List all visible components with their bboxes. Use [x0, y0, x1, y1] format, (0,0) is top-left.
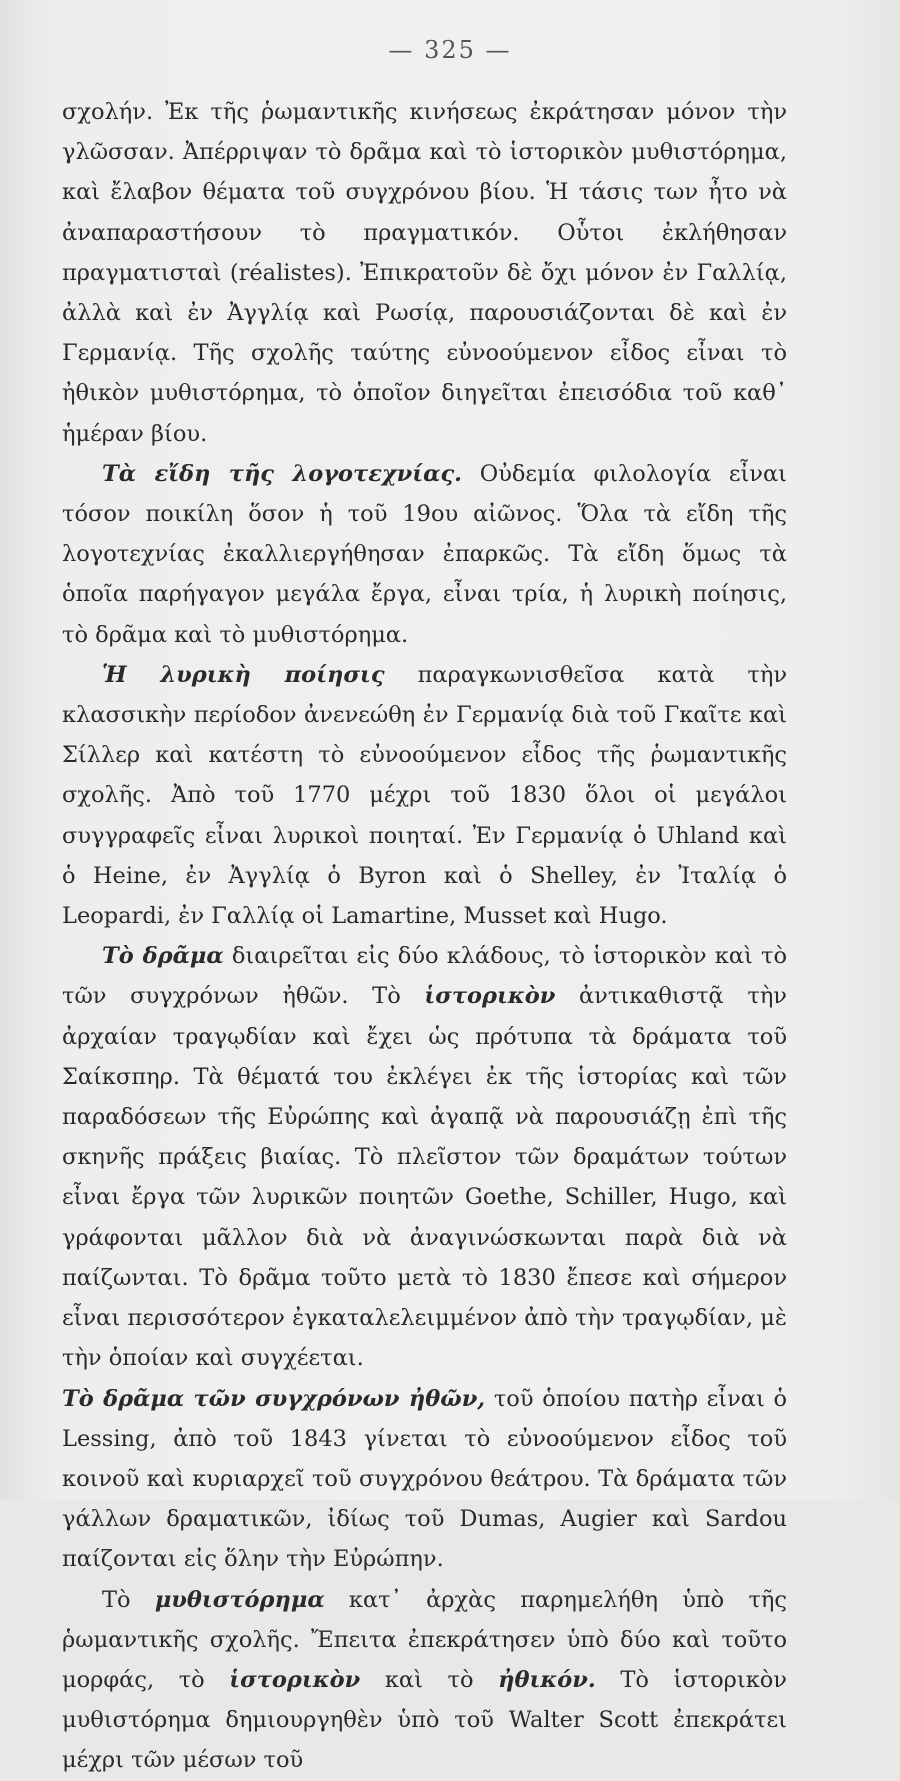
text-run: Τὸ ἱστορικὸν μυθιστόρημα δημιουργηθὲν ὑπὸ τοῦ Walter Scott ἐπεκράτει μέχρι τῶν μέσων τοῦ [62, 1666, 787, 1774]
paragraph-p1 [62, 92, 787, 454]
italic-heading: Ἡ λυρικὴ ποίησις [102, 661, 385, 688]
paragraph-p3 [62, 655, 787, 936]
text-run: τοῦ ὁποίου πατὴρ εἶναι ὁ Lessing, ἀπὸ τοῦ 1843 γίνεται τὸ εὐνοούμενον εἶδος τοῦ κοινοῦ καὶ κυριαρχεῖ τοῦ συγχρόνου θεάτρου. Τὰ δράματα τῶν γάλλων δραματικῶν, ἰδίως τοῦ Dumas, Augier καὶ Sardou παίζονται εἰς ὅλην τὴν Εὐρώπην. [62, 1385, 788, 1573]
paragraph-p6 [62, 1580, 787, 1781]
text-run: Τὸ [102, 1586, 155, 1613]
text-run: παραγκωνισθεῖσα κατὰ τὴν κλασσικὴν περίοδον ἀνενεώθη ἐν Γερμανίᾳ διὰ τοῦ Γκαῖτε καὶ Σίλλερ καὶ κατέστη τὸ εὐνοούμενον εἶδος τῆς ῥωμαντικῆς σχολῆς. Ἀπὸ τοῦ 1770 μέχρι τοῦ 1830 ὅλοι οἱ μεγάλοι συγγραφεῖς εἶναι λυρικοὶ ποιηταί. Ἐν Γερμανίᾳ ὁ Uhland καὶ ὁ Heine, ἐν Ἀγγλίᾳ ὁ Byron καὶ ὁ Shelley, ἐν Ἰταλίᾳ ὁ Leopardi, ἐν Γαλλίᾳ οἱ Lamartine, Musset καὶ Hugo. [62, 661, 787, 930]
italic-heading: Τὰ εἴδη τῆς λογοτεχνίας. [102, 460, 463, 487]
italic-heading: ἱστορικὸν [424, 983, 556, 1010]
italic-heading: Τὸ δρᾶμα τῶν συγχρόνων ἠθῶν, [62, 1385, 486, 1412]
italic-heading: ἠθικόν. [498, 1666, 596, 1693]
text-run: καὶ τὸ [360, 1666, 499, 1693]
paragraph-p2 [62, 454, 787, 655]
italic-heading: Τὸ δρᾶμα [102, 943, 224, 970]
text-run: σχολήν. Ἐκ τῆς ῥωμαντικῆς κινήσεως ἐκράτησαν μόνον τὴν γλῶσσαν. Ἀπέρριψαν τὸ δρᾶμα καὶ τὸ ἱστορικὸν μυθιστόρημα, καὶ ἔλαβον θέματα τοῦ συγχρόνου βίου. Ἡ τάσις των ἦτο νὰ ἀναπαραστήσουν τὸ πραγματικόν. Οὗτοι ἐκλήθησαν πραγματισταὶ (réalistes). Ἐπικρατοῦν δὲ ὄχι μόνον ἐν Γαλλίᾳ, ἀλλὰ καὶ ἐν Ἀγγλίᾳ καὶ Ρωσίᾳ, παρουσιάζονται δὲ καὶ ἐν Γερμανίᾳ. Τῆς σχολῆς ταύτης εὐνοούμενον εἶδος εἶναι τὸ ἠθικὸν μυθιστόρημα, τὸ ὁποῖον διηγεῖται ἐπεισόδια τοῦ καθ᾽ ἡμέραν βίου. [62, 99, 787, 447]
italic-heading: μυθιστόρημα [154, 1586, 325, 1613]
body-text [62, 92, 787, 1781]
text-run: διαιρεῖται εἰς δύο κλάδους, τὸ ἱστορικὸν καὶ τὸ τῶν συγχρόνων ἠθῶν. Τὸ [62, 943, 787, 1010]
text-run: Οὐδεμία φιλολογία εἶναι τόσον ποικίλη ὅσον ἡ τοῦ 19ου αἰῶνος. Ὅλα τὰ εἴδη τῆς λογοτεχνίας ἐκαλλιεργήθησαν ἐπαρκῶς. Τὰ εἴδη ὅμως τὰ ὁποῖα παρήγαγον μεγάλα ἔργα, εἶναι τρία, ἡ λυρικὴ ποίησις, τὸ δρᾶμα καὶ τὸ μυθιστόρημα. [62, 460, 788, 648]
text-run: ἀντικαθιστᾷ τὴν ἀρχαίαν τραγῳδίαν καὶ ἔχει ὡς πρότυπα τὰ δράματα τοῦ Σαίκσπηρ. Τὰ θέματά του ἐκλέγει ἐκ τῆς ἱστορίας καὶ τῶν παραδόσεων τῆς Εὐρώπης καὶ ἀγαπᾷ νὰ παρουσιάζῃ ἐπὶ τῆς σκηνῆς πράξεις βιαίας. Τὸ πλεῖστον τῶν δραμάτων τούτων εἶναι ἔργα τῶν λυρικῶν ποιητῶν Goethe, Schiller, Hugo, καὶ γράφονται μᾶλλον διὰ νὰ ἀναγινώσκωνται παρὰ διὰ νὰ παίζωνται. Τὸ δρᾶμα τοῦτο μετὰ τὸ 1830 ἔπεσε καὶ σήμερον εἶναι περισσότερον ἐγκαταλελειμμένον ἀπὸ τὴν τραγῳδίαν, μὲ τὴν ὁποίαν καὶ συγχέεται. [62, 983, 787, 1372]
text-run: κατ᾽ ἀρχὰς παρημελήθη ὑπὸ τῆς ῥωμαντικῆς σχολῆς. Ἔπειτα ἐπεκράτησεν ὑπὸ δύο καὶ τοῦτο μορφάς, τὸ [62, 1586, 787, 1693]
page-number: — 325 — [388, 36, 512, 64]
paragraph-p5 [62, 1379, 787, 1580]
paragraph-p4 [62, 936, 787, 1378]
italic-heading: ἱστορικὸν [229, 1666, 361, 1693]
